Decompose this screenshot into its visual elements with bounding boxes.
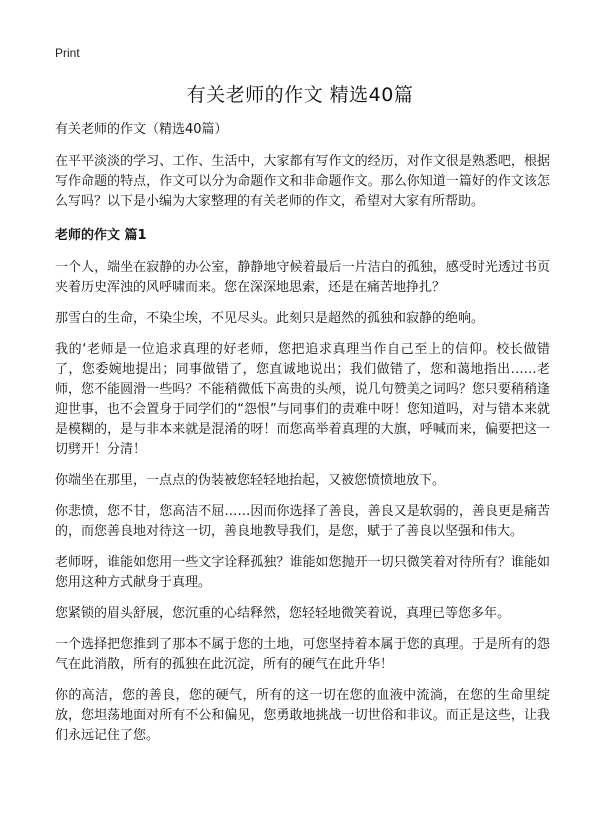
body-paragraph: 您紧锁的眉头舒展，您沉重的心结释然，您轻轻地微笑着说，真理已等您多年。	[55, 606, 511, 621]
page-title: 有关老师的作文 精选40篇	[186, 84, 414, 106]
body-paragraph: 一个人，端坐在寂静的办公室，静静地守候着最后一片洁白的孤独，感受时光透过书页夹着历史浑浊的风呼啸而来。您在深深地思索，还是在痛苦地挣扎？	[55, 260, 550, 295]
article-subtitle: 有关老师的作文（精选40篇）	[55, 122, 228, 137]
intro-paragraph: 在平平淡淡的学习、工作、生活中，大家都有写作文的经历，对作文很是熟悉吧，根据写作命题的特点，作文可以分为命题作文和非命题作文。那么你知道一篇好的作文该怎么写吗？以下是小编为大家整理的有关老师的作文，希望对大家有所帮助。	[55, 154, 550, 209]
body-paragraph: 你悲愤，您不甘，您高洁不屈……因而你选择了善良，善良又是软弱的，善良更是痛苦的，而您善良地对待这一切，善良地教导我们，是您，赋于了善良以坚强和伟大。	[55, 504, 550, 539]
article-body	[55, 120, 550, 757]
print-link[interactable]: Print	[55, 46, 80, 60]
body-paragraph: 那雪白的生命，不染尘埃，不见尽头。此刻只是超然的孤独和寂静的绝响。	[55, 311, 485, 326]
body-paragraph: 我的‘老师是一位追求真理的好老师，您把追求真理当作自己至上的信仰。校长做错了，您委婉地提出；同事做错了，您直诚地说出；我们做错了，您和蔼地指出……老师，您不能圆滑一些吗？不能稍微低下高贵的头颅，说几句赞美之词吗？您只要稍稍逢迎世事，也不会置身于同学们的“怨恨”与同事们的责难中呀！您知道吗，对与错本来就是模糊的，是与非本来就是混淆的呀！而您高举着真理的大旗，呼喊而来，偏要把这一切劈开！分清！	[55, 342, 550, 457]
body-paragraph: 老师呀，谁能如您用一些文字诠释孤独？谁能如您抛开一切只微笑着对待所有？谁能如您用这种方式献身于真理。	[55, 555, 550, 590]
section-heading: 老师的作文 篇1	[55, 228, 147, 243]
body-paragraph: 一个选择把您推到了那本不属于您的土地，可您坚持着本属于您的真理。于是所有的怨气在此消散，所有的孤独在此沉淀，所有的硬气在此升华！	[55, 637, 550, 672]
body-paragraph: 你端坐在那里，一点点的伪装被您轻轻地抬起，又被您愤愤地放下。	[55, 473, 446, 488]
body-paragraph: 你的高洁，您的善良，您的硬气，所有的这一切在您的血液中流淌，在您的生命里绽放，您坦荡地面对所有不公和偏见，您勇敢地挑战一切世俗和非议。而正是这些，让我们永远记住了您。	[55, 688, 550, 743]
